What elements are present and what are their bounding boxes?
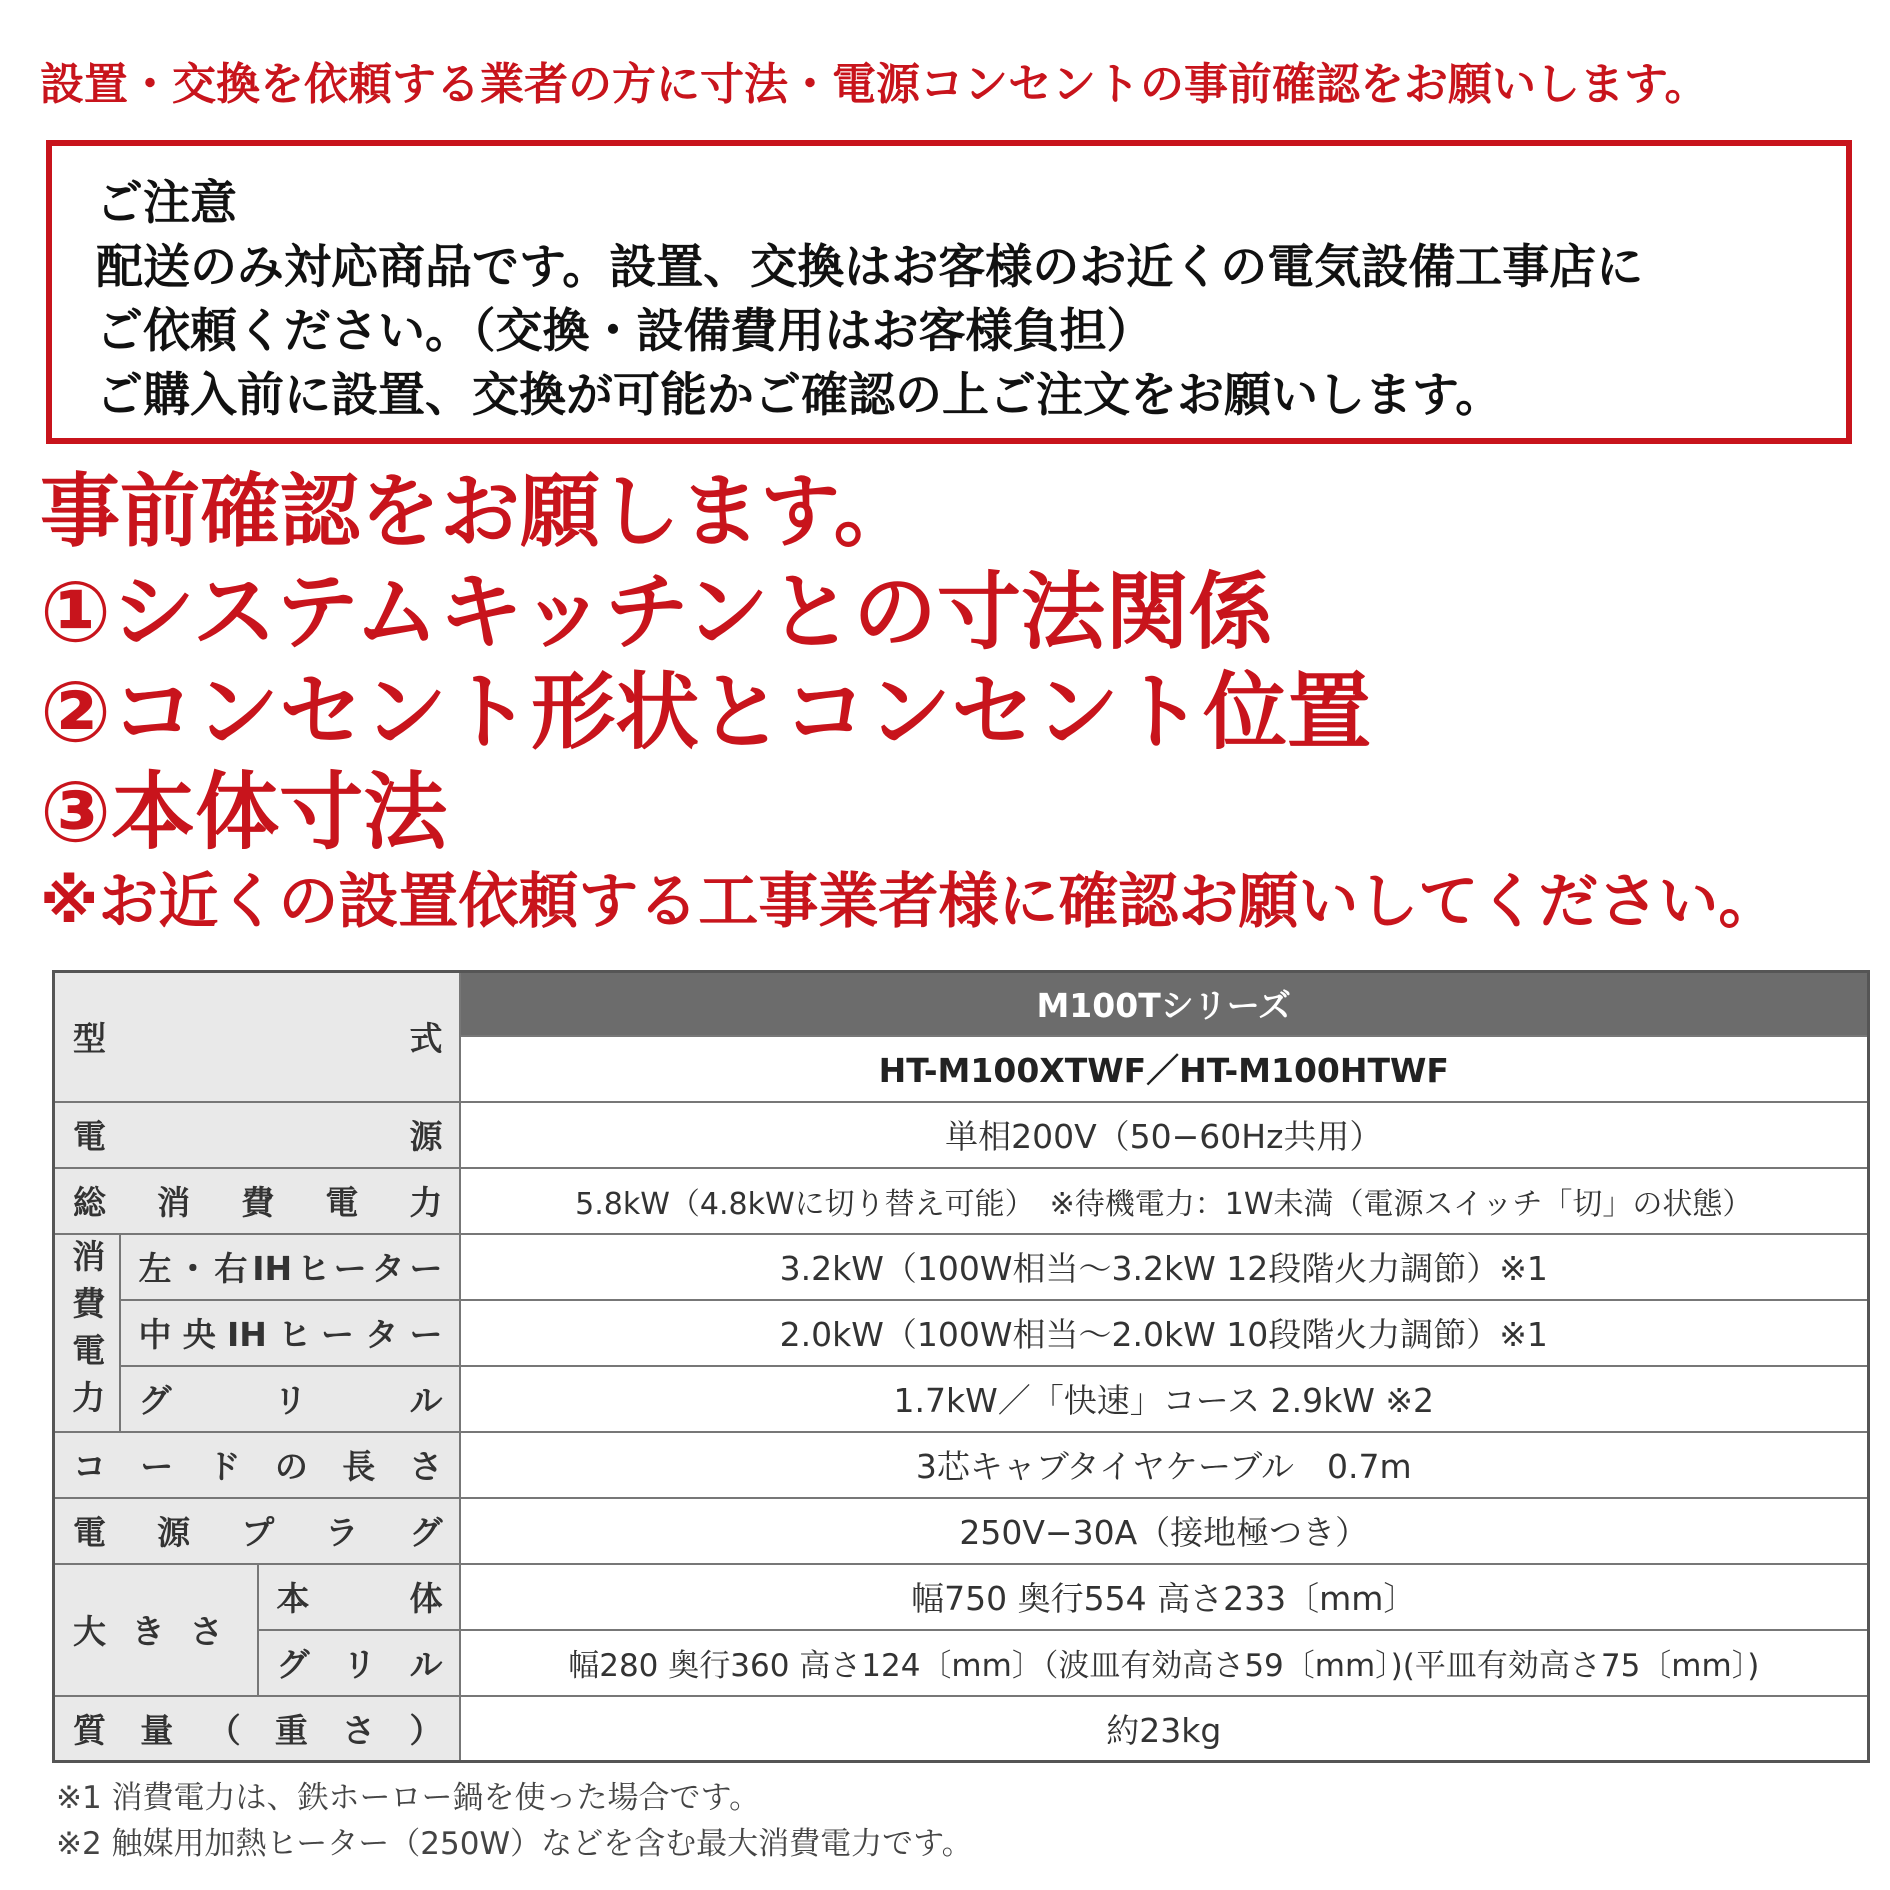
power-label: 電 源 [54, 1102, 460, 1168]
table-row [54, 1564, 1869, 1630]
cord-label: コードの長さ [54, 1432, 460, 1498]
body-label: 本体 [258, 1564, 460, 1630]
precheck-item-3: ③本体寸法 [40, 763, 448, 861]
table-row [54, 1234, 1869, 1300]
table-row [54, 1432, 1869, 1498]
spec-table [52, 970, 1870, 1763]
precheck-item-1: ①システムキッチンとの寸法関係 [40, 563, 1273, 661]
plug-label: 電源プラグ [54, 1498, 460, 1564]
total-power-label: 総消費電力 [54, 1168, 460, 1234]
size-grill-value: 幅280 奥行360 高さ124〔mm〕（波皿有効高さ59〔mm〕)(平皿有効高さ75〔mm〕) [460, 1630, 1869, 1696]
series-header: M100Tシリーズ [460, 972, 1869, 1036]
notice-line: ご購入前に設置、交換が可能かご確認の上ご注文をお願いします。 [96, 368, 1503, 423]
notice-box [46, 140, 1852, 444]
precheck-note: ※お近くの設置依頼する工事業者様に確認お願いしてください。 [40, 867, 1779, 937]
notice-line: 配送のみ対応商品です。設置、交換はお客様のお近くの電気設備工事店に [96, 240, 1644, 295]
plug-value: 250V−30A（接地極つき） [460, 1498, 1869, 1564]
table-row [54, 1168, 1869, 1234]
model-value: HT-M100XTWF／HT-M100HTWF [460, 1036, 1869, 1102]
grill-value: 1.7kW／「快速」コース 2.9kW ※2 [460, 1366, 1869, 1432]
precheck-item-2: ②コンセント形状とコンセント位置 [40, 663, 1372, 761]
center-ih-label: 中央IHヒーター [120, 1300, 460, 1366]
table-row [54, 1630, 1869, 1696]
notice-title: ご注意 [96, 176, 237, 231]
cord-value: 3芯キャブタイヤケーブル 0.7m [460, 1432, 1869, 1498]
table-row [54, 1498, 1869, 1564]
power-value: 単相200V（50−60Hz共用） [460, 1102, 1869, 1168]
model-label: 型 式 [54, 972, 460, 1102]
mass-value: 約23kg [460, 1696, 1869, 1762]
precheck-heading: 事前確認をお願します。 [40, 465, 914, 558]
table-row [54, 1366, 1869, 1432]
mass-label: 質量（重さ） [54, 1696, 460, 1762]
body-value: 幅750 奥行554 高さ233〔mm〕 [460, 1564, 1869, 1630]
footnote-1: ※1 消費電力は、鉄ホーロー鍋を使った場合です。 [56, 1780, 761, 1816]
size-grill-label: グリル [258, 1630, 460, 1696]
table-row [54, 972, 1869, 1036]
size-group-label: 大きさ [54, 1564, 258, 1696]
notice-line: ご依頼ください。（交換・設備費用はお客様負担） [96, 304, 1154, 359]
top-banner: 設置・交換を依頼する業者の方に寸法・電源コンセントの事前確認をお願いします。 [40, 59, 1709, 110]
table-row [54, 1696, 1869, 1762]
footnote-2: ※2 触媒用加熱ヒーター（250W）などを含む最大消費電力です。 [56, 1826, 973, 1862]
center-ih-value: 2.0kW（100W相当〜2.0kW 10段階火力調節）※1 [460, 1300, 1869, 1366]
grill-label: グリル [120, 1366, 460, 1432]
lr-ih-value: 3.2kW（100W相当〜3.2kW 12段階火力調節）※1 [460, 1234, 1869, 1300]
table-row [54, 1102, 1869, 1168]
consumption-group-label: 消費電力 [54, 1234, 120, 1432]
total-power-value: 5.8kW（4.8kWに切り替え可能） ※待機電力：1W未満（電源スイッチ「切」の状態） [460, 1168, 1869, 1234]
table-row [54, 1300, 1869, 1366]
lr-ih-label: 左・右IHヒーター [120, 1234, 460, 1300]
